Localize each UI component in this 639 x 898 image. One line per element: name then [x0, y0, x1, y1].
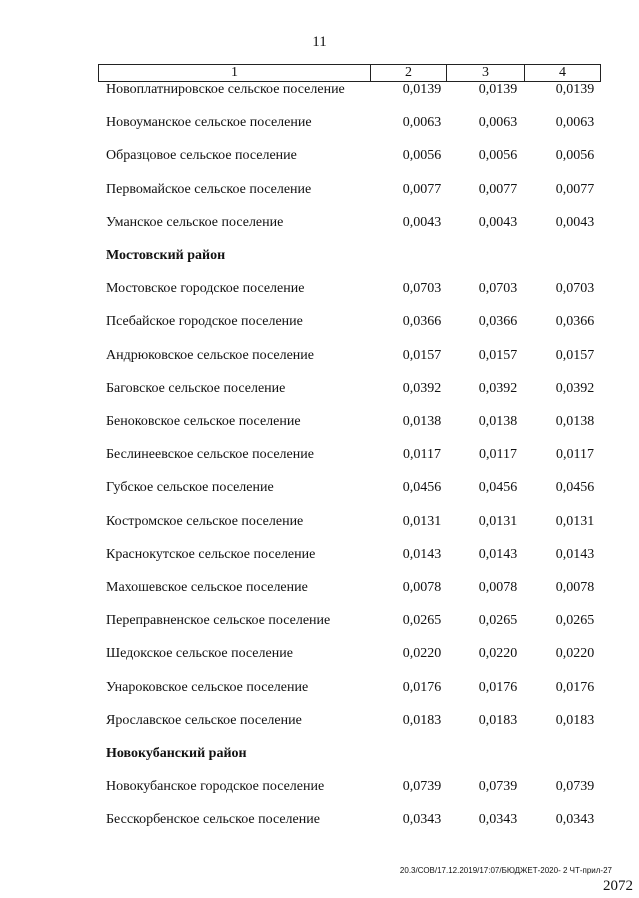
header-col-4: 4: [559, 65, 566, 80]
value-col-4: 0,0117: [556, 447, 594, 463]
value-col-3: 0,0056: [478, 148, 518, 164]
settlement-name: Краснокутское сельское поселение: [106, 546, 316, 562]
value-col-2: 0,0366: [402, 314, 442, 330]
value-col-2: 0,0077: [402, 181, 442, 197]
table-row: [0, 115, 639, 135]
value-col-3: 0,0143: [478, 546, 518, 562]
value-col-4: 0,0703: [555, 281, 595, 297]
table-row: [0, 514, 639, 534]
table-row: [0, 215, 639, 235]
settlement-name: Беноковское сельское поселение: [106, 414, 301, 429]
value-col-2: 0,0176: [402, 679, 442, 695]
table-row: [0, 713, 639, 733]
value-col-4: 0,0366: [555, 314, 595, 330]
value-col-4: 0,0739: [555, 779, 595, 795]
value-col-3: 0,0739: [478, 779, 518, 795]
settlement-name: Ярославское сельское поселение: [106, 712, 302, 728]
settlement-name: Псебайское городское поселение: [106, 314, 303, 330]
stamp-number: 2072: [603, 878, 633, 894]
settlement-name: Новоплатнировское сельское поселение: [106, 82, 345, 97]
table-row: [0, 281, 639, 301]
table-row: [0, 447, 639, 467]
value-col-2: 0,0056: [402, 148, 442, 164]
value-col-4: 0,0157: [555, 347, 595, 363]
settlement-name: Шедокское сельское поселение: [106, 646, 293, 662]
value-col-4: 0,0183: [555, 712, 595, 728]
settlement-name: Образцовое сельское поселение: [106, 148, 297, 164]
settlement-name: Уманское сельское поселение: [106, 214, 284, 230]
value-col-2: 0,0183: [402, 712, 442, 728]
table-row: [0, 82, 639, 102]
district-name: Мостовский район: [106, 248, 226, 263]
value-col-4: 0,0343: [555, 812, 595, 828]
settlement-name: Баговское сельское поселение: [106, 380, 286, 396]
value-col-3: 0,0157: [478, 347, 518, 363]
value-col-3: 0,0043: [478, 214, 518, 230]
settlement-name: Унароковское сельское поселение: [106, 679, 309, 695]
settlement-name: Махошевское сельское поселение: [106, 580, 308, 595]
table-row: [0, 613, 639, 633]
table-row: [0, 314, 639, 334]
value-col-2: 0,0343: [402, 812, 442, 828]
settlement-name: Беслинеевское сельское поселение: [106, 447, 314, 463]
table-row: [0, 646, 639, 666]
footer-code: 20.3/СОВ/17.12.2019/17:07/БЮДЖЕТ-2020- 2 ЧТ-прил-27: [399, 866, 612, 875]
header-col-1: 1: [99, 65, 371, 81]
value-col-3: 0,0131: [478, 513, 518, 529]
settlement-name: Андрюковское сельское поселение: [106, 347, 314, 363]
value-col-3: 0,0703: [478, 281, 518, 297]
value-col-2: 0,0117: [403, 447, 441, 463]
value-col-2: 0,0392: [402, 380, 442, 396]
table-row: [0, 148, 639, 168]
value-col-4: 0,0078: [555, 580, 595, 595]
table-row: [0, 680, 639, 700]
value-col-2: 0,0139: [402, 82, 442, 97]
district-heading-row: [0, 746, 639, 766]
value-col-2: 0,0456: [402, 480, 442, 496]
value-col-4: 0,0456: [555, 480, 595, 496]
table-row: [0, 547, 639, 567]
value-col-2: 0,0739: [402, 779, 442, 795]
value-col-4: 0,0138: [555, 414, 595, 429]
value-col-3: 0,0220: [478, 646, 518, 662]
value-col-3: 0,0138: [478, 414, 518, 429]
settlement-name: Мостовское городское поселение: [106, 281, 305, 297]
value-col-4: 0,0131: [555, 513, 595, 529]
settlement-name: Новоуманское сельское поселение: [106, 115, 312, 131]
settlement-name: Первомайское сельское поселение: [106, 181, 312, 197]
value-col-2: 0,0265: [402, 613, 442, 629]
header-col-3: 3: [447, 65, 525, 81]
value-col-3: 0,0392: [478, 380, 518, 396]
value-col-2: 0,0131: [402, 513, 442, 529]
value-col-2: 0,0157: [402, 347, 442, 363]
value-col-4: 0,0139: [555, 82, 595, 97]
settlement-name: Новокубанское городское поселение: [106, 779, 325, 795]
table-row: [0, 812, 639, 832]
value-col-4: 0,0392: [555, 380, 595, 396]
value-col-3: 0,0183: [478, 712, 518, 728]
value-col-2: 0,0043: [402, 214, 442, 230]
value-col-2: 0,0703: [402, 281, 442, 297]
value-col-4: 0,0056: [555, 148, 595, 164]
value-col-4: 0,0043: [555, 214, 595, 230]
value-col-3: 0,0366: [478, 314, 518, 330]
value-col-2: 0,0143: [402, 546, 442, 562]
value-col-3: 0,0077: [478, 181, 518, 197]
value-col-2: 0,0138: [402, 414, 442, 429]
value-col-4: 0,0220: [555, 646, 595, 662]
value-col-3: 0,0456: [478, 480, 518, 496]
page-number: 11: [312, 34, 327, 50]
value-col-2: 0,0063: [402, 115, 442, 131]
value-col-4: 0,0143: [555, 546, 595, 562]
value-col-4: 0,0265: [555, 613, 595, 629]
value-col-4: 0,0063: [555, 115, 595, 131]
value-col-4: 0,0077: [555, 181, 595, 197]
header-col-2: 2: [371, 65, 447, 81]
settlement-name: Бесскорбенское сельское поселение: [106, 812, 320, 828]
value-col-3: 0,0078: [478, 580, 518, 595]
value-col-2: 0,0220: [402, 646, 442, 662]
value-col-2: 0,0078: [402, 580, 442, 595]
table-row: [0, 480, 639, 500]
value-col-3: 0,0343: [478, 812, 518, 828]
table-row: [0, 381, 639, 401]
value-col-3: 0,0265: [478, 613, 518, 629]
table-header: [98, 64, 601, 82]
value-col-3: 0,0063: [478, 115, 518, 131]
table-row: [0, 779, 639, 799]
district-heading-row: [0, 248, 639, 268]
table-row: [0, 182, 639, 202]
value-col-4: 0,0176: [555, 679, 595, 695]
table-row: [0, 580, 639, 600]
district-name: Новокубанский район: [106, 746, 247, 761]
value-col-3: 0,0139: [478, 82, 518, 97]
table-row: [0, 348, 639, 368]
settlement-name: Переправненское сельское поселение: [106, 613, 331, 629]
value-col-3: 0,0117: [479, 447, 517, 463]
settlement-name: Костромское сельское поселение: [106, 513, 304, 529]
value-col-3: 0,0176: [478, 679, 518, 695]
settlement-name: Губское сельское поселение: [106, 480, 274, 496]
table-row: [0, 414, 639, 434]
